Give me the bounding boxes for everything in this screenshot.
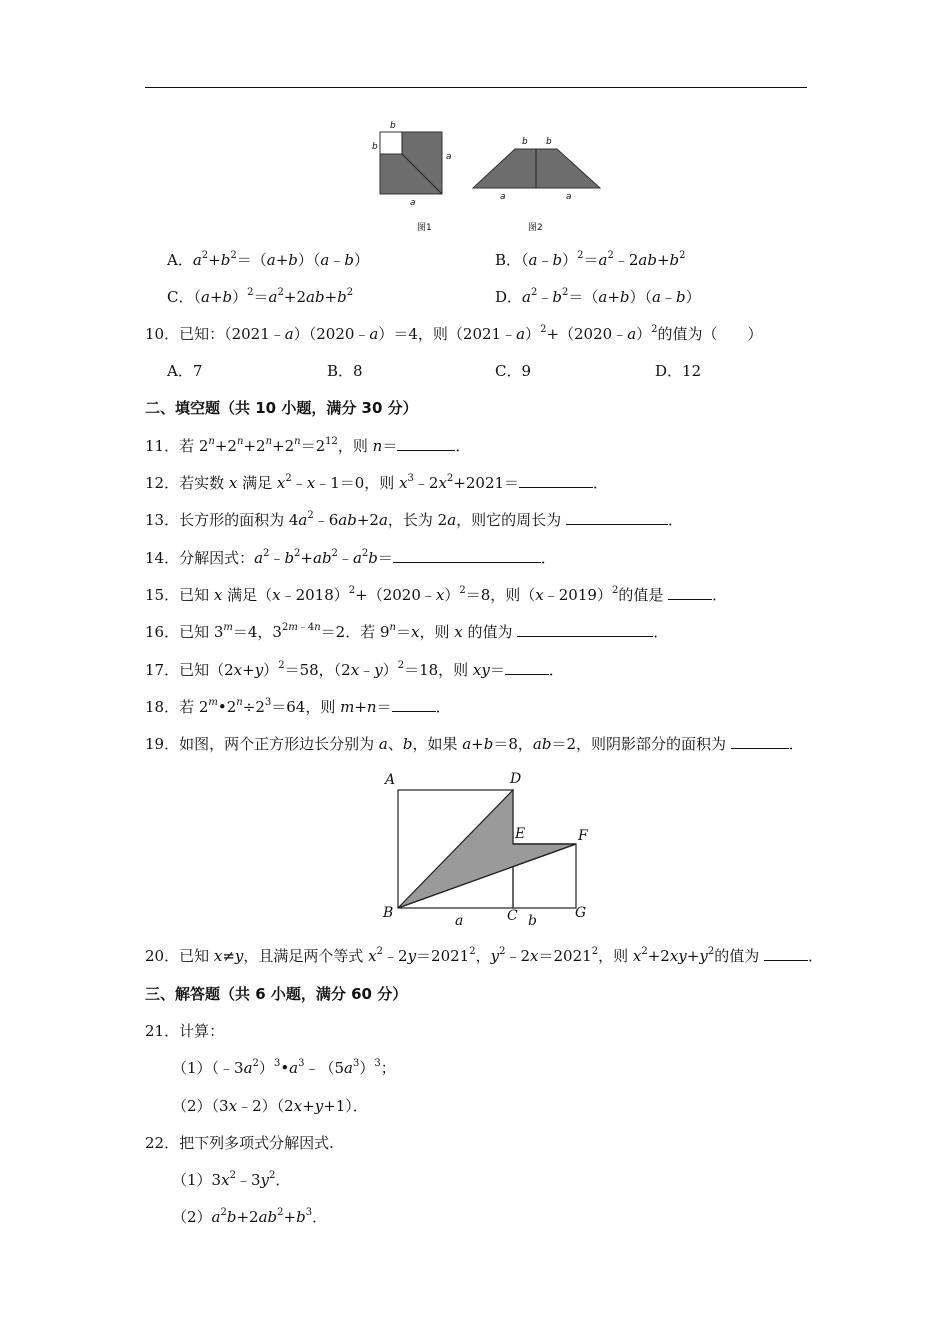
q19-label-a-side: a <box>455 913 464 929</box>
q19-label-g: G <box>575 905 587 921</box>
q19-label-d: D <box>510 771 522 787</box>
q21-part-2: （2）（3x﹣2）（2x+y+1）． <box>172 1097 368 1115</box>
fig2-label-a2: a <box>566 192 572 202</box>
q21-part-1: $(1)(﹣3a^2)^3•a^3﹣(5a^3)^3$； <box>172 1058 396 1077</box>
q13: 13．长方形的面积为 $4a^2﹣6ab+2a$，长为 2a，则它的周长为 ． <box>145 510 683 529</box>
q9-option-a: A．$a^2+b^2=(a+b)(a﹣b)$ <box>167 250 369 269</box>
q15: 15．已知 x 满足（x﹣2018）$^2$+（2020﹣x）$^2$＝8，则（x﹣2019）$^2$的值是 ． <box>145 585 728 604</box>
q19-figure <box>380 768 600 930</box>
q17: 17．已知$(2x+y)^2=58$，（2x﹣y）$^2$＝18，则 xy＝ ． <box>145 660 564 679</box>
q19-label-b-point: B <box>383 905 394 921</box>
q10-option-b: B．8 <box>327 362 363 380</box>
q19-label-e: E <box>515 826 526 842</box>
q19-label-b-side: b <box>528 913 537 929</box>
fig1-caption: 图1 <box>417 223 432 233</box>
q19-label-f: F <box>578 828 588 844</box>
section-2-title: 二、填空题（共 10 小题，满分 30 分） <box>145 399 418 417</box>
q9-option-b: B．$(a﹣b)^2=a^2﹣2ab+b^2$ <box>495 250 686 269</box>
figure-1-and-2 <box>360 115 620 240</box>
q11: 11．若 $2^n+2^n+2^n+2^n=2^{12}$，则 n＝ ． <box>145 436 471 455</box>
q22-part-2: $(2)a^2b+2ab^2+b^3$． <box>172 1207 328 1226</box>
fig2-caption: 图2 <box>528 223 543 233</box>
q9-option-d: D．$a^2﹣b^2=(a+b)(a﹣b)$ <box>495 287 701 306</box>
fig1-label-b-left: b <box>372 142 378 152</box>
fig1-small-square <box>380 132 402 154</box>
fig2-label-a1: a <box>500 192 506 202</box>
q19-shaded-region <box>398 790 576 908</box>
q10-option-c: C．9 <box>495 362 532 380</box>
q22-part-1: $(1)3x^2﹣3y^2$． <box>172 1170 291 1189</box>
section-3-title: 三、解答题（共 6 小题，满分 60 分） <box>145 985 408 1003</box>
fig1-label-b-top: b <box>390 121 396 131</box>
q10-stem: 10．已知：（2021﹣a）（2020﹣a）＝4，则（2021﹣a）$^2$+（2020﹣a）$^2$的值为（ ） <box>145 324 763 343</box>
q19-label-c: C <box>507 908 518 924</box>
q9-option-c: C．$(a+b)^2=a^2+2ab+b^2$ <box>167 287 354 306</box>
fig1-label-a-bottom: a <box>410 198 416 208</box>
fig2-label-b1: b <box>522 137 528 147</box>
q14: 14．分解因式：$a^2﹣b^2+ab^2﹣a^2b=$ ． <box>145 548 556 567</box>
fig2-label-b2: b <box>546 137 552 147</box>
fig1-label-a-right: a <box>446 152 452 162</box>
q22-stem: 22．把下列多项式分解因式. <box>145 1134 334 1152</box>
q12: 12．若实数 x 满足 $x^2﹣x﹣1=0$，则 $x^3﹣2x^2+2021=$ ． <box>145 473 609 492</box>
q20: 20．已知 x≠y，且满足两个等式 $x^2﹣2y=2021^2$，$y^2﹣2x=2021^2$，则 $x^2+2xy+y^2$的值为 ． <box>145 946 823 965</box>
q16: 16．已知 $3^m=4$，$3^{2m﹣4n}=2$．若 $9^n=x$，则 x 的值为 ． <box>145 622 669 641</box>
q18: 18．若 $2^m•2^n\div 2^3=64$，则 m+n＝ ． <box>145 697 451 716</box>
q19-label-a-point: A <box>385 772 396 788</box>
q10-option-d: D．12 <box>655 362 702 380</box>
q19: 19．如图，两个正方形边长分别为 a、b，如果 a+b＝8，ab＝2，则阴影部分的面积为 ． <box>145 735 804 753</box>
header-rule <box>145 87 807 88</box>
q21-stem: 21．计算： <box>145 1022 225 1040</box>
q10-option-a: A．7 <box>167 362 203 380</box>
